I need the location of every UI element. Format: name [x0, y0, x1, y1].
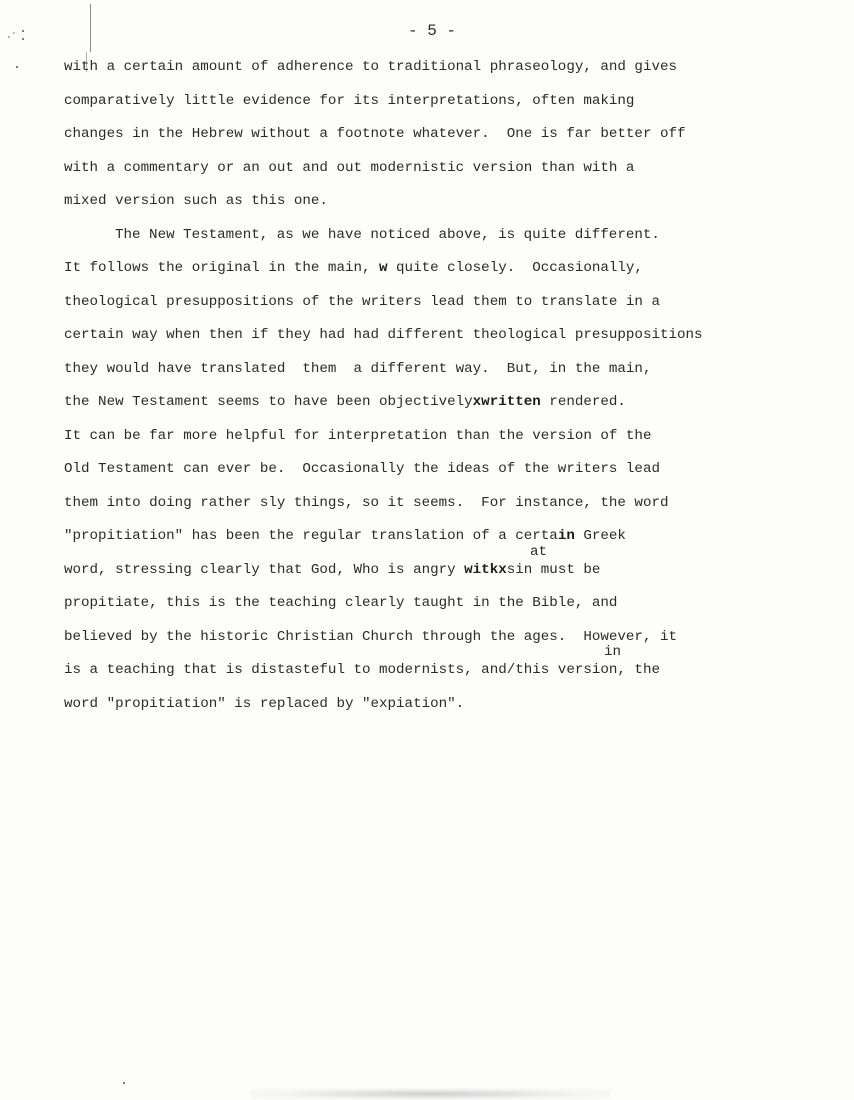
struck-out-text: xwritten: [472, 394, 541, 410]
line-text: the New Testament seems to have been objectively: [64, 394, 473, 410]
line-text: word, stressing clearly that God, Who is angry: [64, 561, 465, 578]
text-line: word "propitiation" is replaced by "expiation".: [64, 695, 465, 712]
text-line: they would have translated them a different way. But, in the main,: [64, 360, 652, 377]
overtyped-text: in: [557, 528, 575, 544]
text-line: certain way when then if they had had different theological presuppositions: [64, 327, 703, 343]
paragraph: [64, 56, 844, 224]
text-line: believed by the historic Christian Church through the ages. However, it: [64, 628, 677, 645]
line-text: Greek: [574, 528, 626, 544]
line-text: rendered.: [540, 394, 626, 410]
line-text: sin must be: [506, 561, 601, 578]
interlinear-insertion: in: [604, 644, 622, 660]
text-line: [64, 257, 844, 291]
text-line: changes in the Hebrew without a footnote whatever. One is far better off: [64, 126, 686, 142]
scan-shadow: [250, 1088, 610, 1100]
line-text: It follows the original in the main,: [64, 260, 380, 276]
text-line: theological presuppositions of the writers lead them to translate in a: [64, 293, 660, 310]
text-line: The New Testament, as we have noticed above, is quite different.: [115, 226, 660, 243]
text-line: [64, 391, 844, 425]
interlinear-insertion: at: [530, 543, 548, 560]
struck-out-text: w: [379, 260, 388, 276]
margin-speck: [123, 1082, 125, 1084]
text-line: comparatively little evidence for its interpretations, often making: [64, 92, 635, 109]
margin-speck: [16, 66, 18, 68]
document-body: [64, 56, 844, 726]
page-number: - 5 -: [407, 22, 456, 40]
text-line: [64, 644, 844, 693]
line-text: quite closely. Occasionally,: [387, 260, 643, 276]
text-line: them into doing rather sly things, so it seems. For instance, the word: [64, 494, 669, 511]
text-line: with a commentary or an out and out modernistic version than with a: [64, 159, 635, 176]
paragraph: [64, 224, 844, 727]
text-line: Old Testament can ever be. Occasionally the ideas of the writers lead: [64, 461, 660, 477]
text-line: mixed version such as this one.: [64, 193, 328, 209]
text-line: It can be far more helpful for interpretation than the version of the: [64, 427, 652, 444]
text-line: propitiate, this is the teaching clearly taught in the Bible, and: [64, 595, 618, 611]
struck-out-text: witkx: [464, 561, 507, 578]
line-text: is a teaching that is distasteful to modernists, and/this version, the: [64, 662, 660, 678]
text-line: with a certain amount of adherence to traditional phraseology, and gives: [64, 59, 677, 75]
text-line: [64, 525, 844, 559]
line-text: "propitiation" has been the regular translation of a certa: [64, 528, 558, 544]
text-line: [64, 543, 844, 593]
